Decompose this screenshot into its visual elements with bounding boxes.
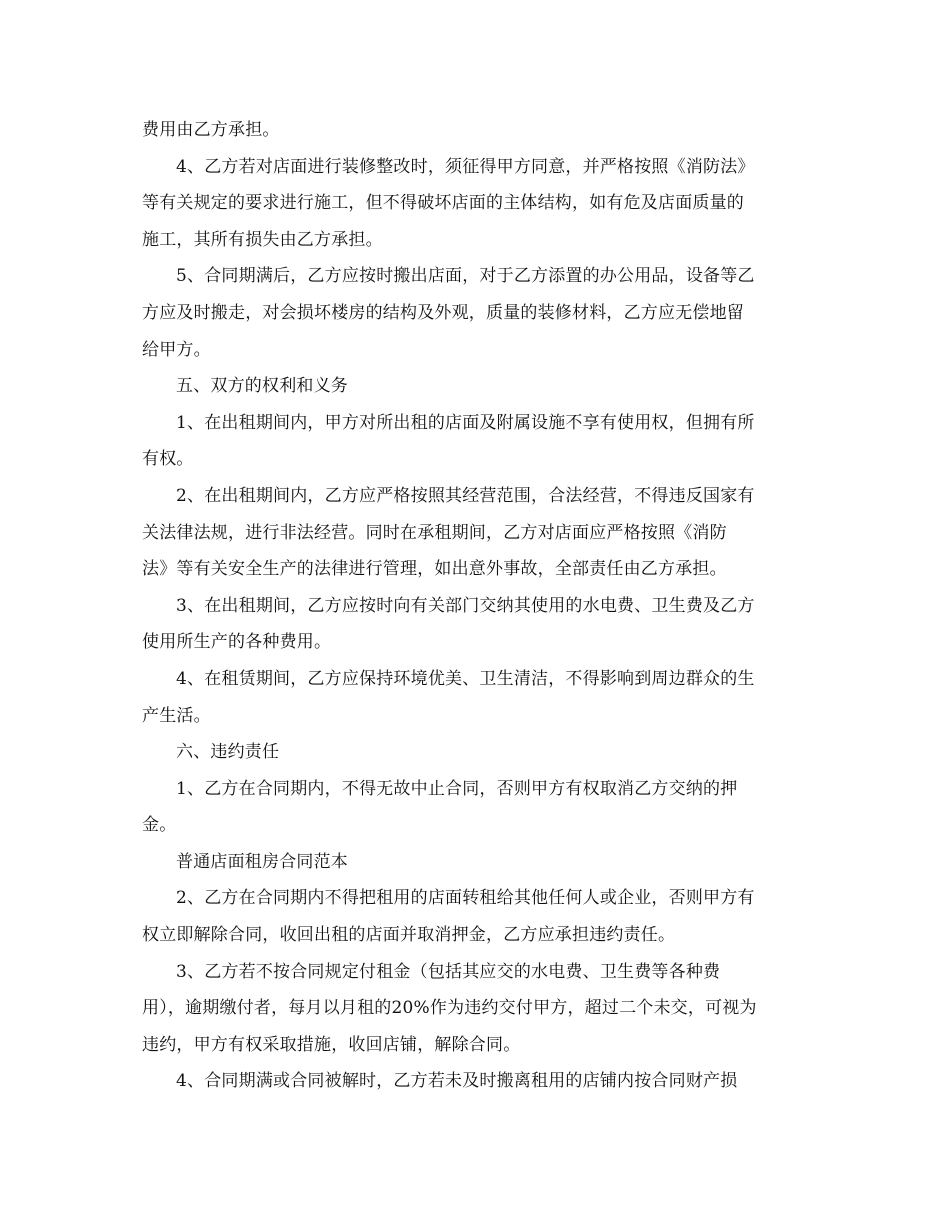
text-line: 1、在出租期间内，甲方对所出租的店面及附属设施不享有使用权，但拥有所 bbox=[176, 412, 755, 433]
text-line: 用），逾期缴付者，每月以月租的20%作为违约交付甲方，超过二个未交，可视为 bbox=[142, 998, 757, 1019]
text-line: 4、合同期满或合同被解时，乙方若未及时搬离租用的店铺内按合同财产损 bbox=[176, 1071, 738, 1092]
text-line: 2、乙方在合同期内不得把租用的店面转租给其他任何人或企业，否则甲方有 bbox=[176, 888, 755, 909]
text-line: 有权。 bbox=[142, 449, 194, 470]
text-line: 权立即解除合同，收回出租的店面并取消押金，乙方应承担违约责任。 bbox=[142, 925, 676, 946]
text-line: 4、乙方若对店面进行装修整改时，须征得甲方同意，并严格按照《消防法》 bbox=[176, 156, 755, 177]
text-line: 3、乙方若不按合同规定付租金（包括其应交的水电费、卫生费等各种费 bbox=[176, 961, 721, 982]
text-line: 3、在出租期间，乙方应按时向有关部门交纳其使用的水电费、卫生费及乙方 bbox=[176, 595, 755, 616]
text-line: 施工，其所有损失由乙方承担。 bbox=[142, 229, 383, 250]
section-heading: 五、双方的权利和义务 bbox=[176, 376, 348, 397]
document-title-line: 普通店面租房合同范本 bbox=[176, 851, 348, 872]
text-line: 金。 bbox=[142, 815, 177, 836]
text-line: 方应及时搬走，对会损坏楼房的结构及外观，质量的装修材料，乙方应无偿地留 bbox=[142, 302, 744, 323]
text-line: 给甲方。 bbox=[142, 339, 211, 360]
text-line: 5、合同期满后，乙方应按时搬出店面，对于乙方添置的办公用品，设备等乙 bbox=[176, 266, 755, 287]
document-body bbox=[142, 112, 810, 1100]
text-line: 产生活。 bbox=[142, 705, 211, 726]
text-line: 费用由乙方承担。 bbox=[142, 120, 280, 140]
text-line: 等有关规定的要求进行施工，但不得破坏店面的主体结构，如有危及店面质量的 bbox=[142, 193, 744, 214]
text-line: 2、在出租期间内，乙方应严格按照其经营范围，合法经营，不得违反国家有 bbox=[176, 485, 755, 506]
text-line: 1、乙方在合同期内，不得无故中止合同，否则甲方有权取消乙方交纳的押 bbox=[176, 778, 738, 799]
section-heading: 六、违约责任 bbox=[176, 742, 280, 763]
text-line: 使用所生产的各种费用。 bbox=[142, 632, 332, 653]
text-line: 违约，甲方有权采取措施，收回店铺，解除合同。 bbox=[142, 1034, 521, 1055]
text-line: 法》等有关安全生产的法律进行管理，如出意外事故，全部责任由乙方承担。 bbox=[142, 559, 727, 580]
text-line: 4、在租赁期间，乙方应保持环境优美、卫生清洁，不得影响到周边群众的生 bbox=[176, 668, 755, 689]
text-line: 关法律法规，进行非法经营。同时在承租期间，乙方对店面应严格按照《消防 bbox=[142, 522, 727, 543]
